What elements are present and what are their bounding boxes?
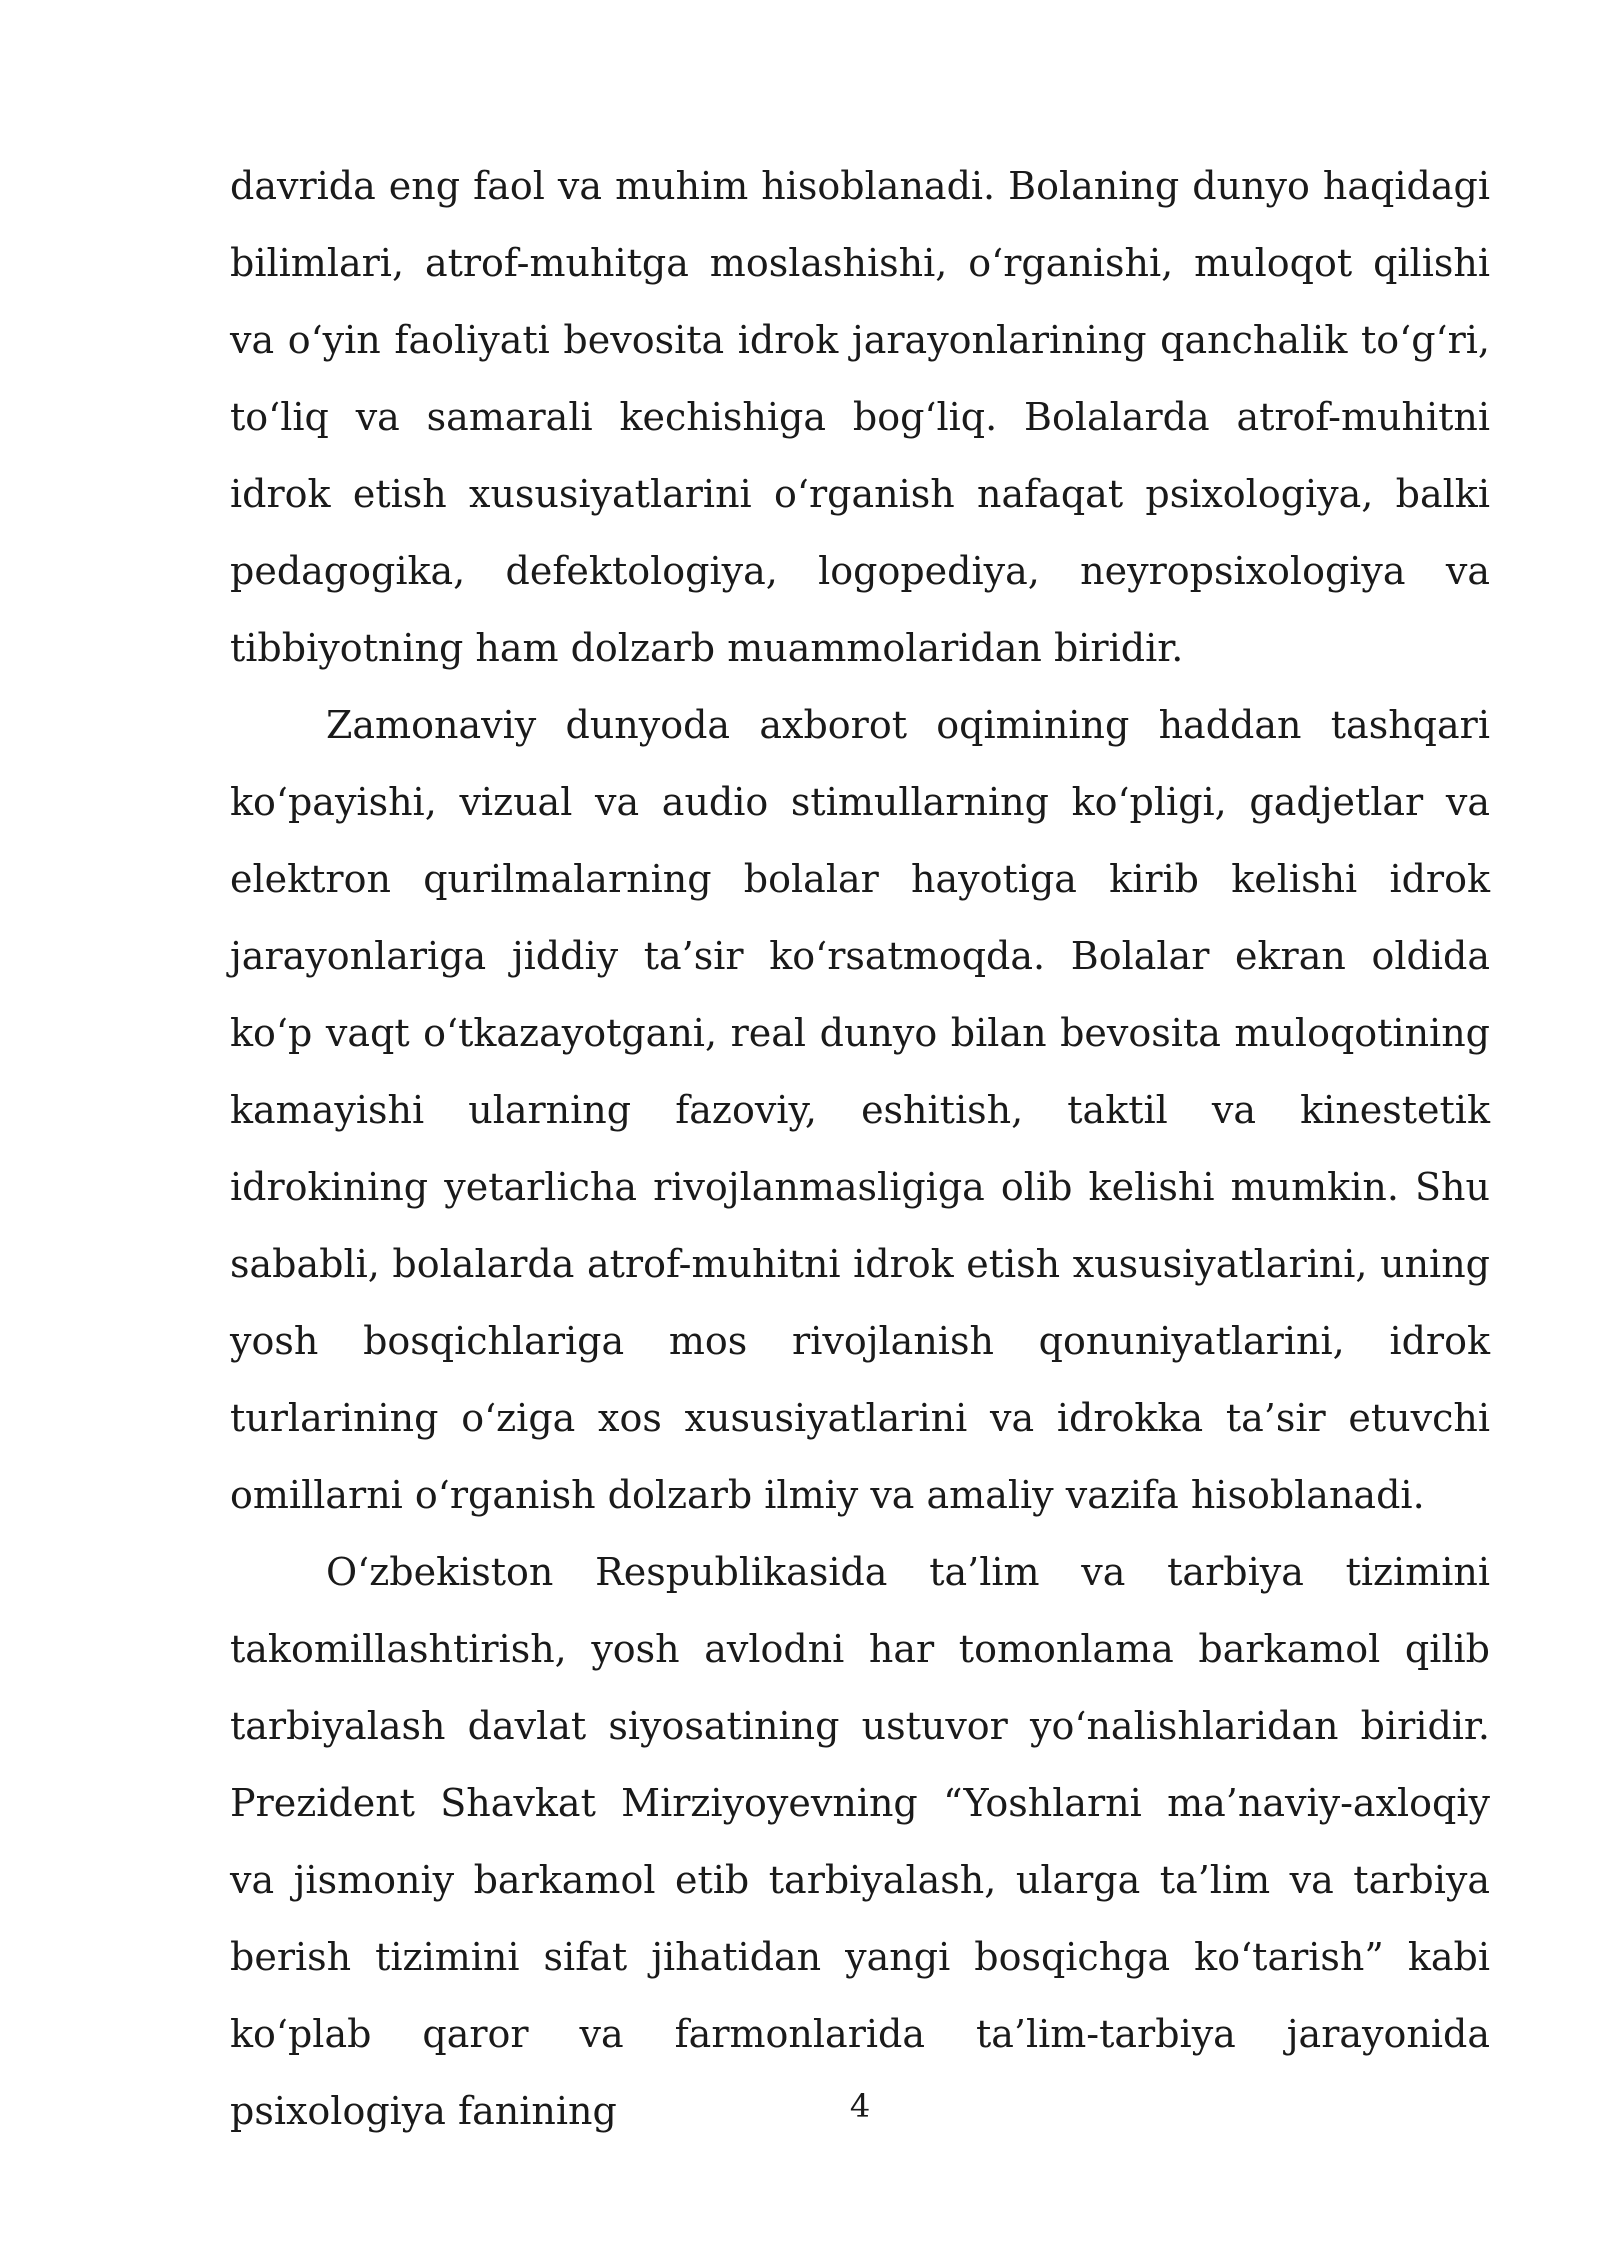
paragraph-3: O‘zbekiston Respublikasida ta’lim va tarbiya tizimini takomillashtirish, yosh avlodni har tomonlama barkamol qilib tarbiyalash davlat siyosatining ustuvor yo‘nalishlaridan biridir. Prezident Shavkat Mirziyoyevning “Yoshlarni ma’naviy-axloqiy va jismoniy barkamol etib tarbiyalash, ularga ta’lim va tarbiya berish tizimini sifat jihatidan yangi bosqichga ko‘tarish” kabi ko‘plab qaror va farmonlarida ta’lim-tarbiya jarayonida psixologiya fanining: [230, 1550, 1490, 2133]
body-text: [230, 148, 1490, 2150]
page-number: 4: [849, 2087, 871, 2125]
paragraph-1: davrida eng faol va muhim hisoblanadi. Bolaning dunyo haqidagi bilimlari, atrof-muhitga moslashishi, o‘rganishi, muloqot qilishi va o‘yin faoliyati bevosita idrok jarayonlarining qanchalik to‘g‘ri, to‘liq va samarali kechishiga bog‘liq. Bolalarda atrof-muhitni idrok etish xususiyatlarini o‘rganish nafaqat psixologiya, balki pedagogika, defektologiya, logopediya, neyropsixologiya va tibbiyotning ham dolzarb muammolaridan biridir.: [230, 164, 1490, 670]
paragraph-2: Zamonaviy dunyoda axborot oqimining haddan tashqari ko‘payishi, vizual va audio stimullarning ko‘pligi, gadjetlar va elektron qurilmalarning bolalar hayotiga kirib kelishi idrok jarayonlariga jiddiy ta’sir ko‘rsatmoqda. Bolalar ekran oldida ko‘p vaqt o‘tkazayotgani, real dunyo bilan bevosita muloqotining kamayishi ularning fazoviy, eshitish, taktil va kinestetik idrokining yetarlicha rivojlanmasligiga olib kelishi mumkin. Shu sababli, bolalarda atrof-muhitni idrok etish xususiyatlarini, uning yosh bosqichlariga mos rivojlanish qonuniyatlarini, idrok turlarining o‘ziga xos xususiyatlarini va idrokka ta’sir etuvchi omillarni o‘rganish dolzarb ilmiy va amaliy vazifa hisoblanadi.: [230, 703, 1490, 1517]
